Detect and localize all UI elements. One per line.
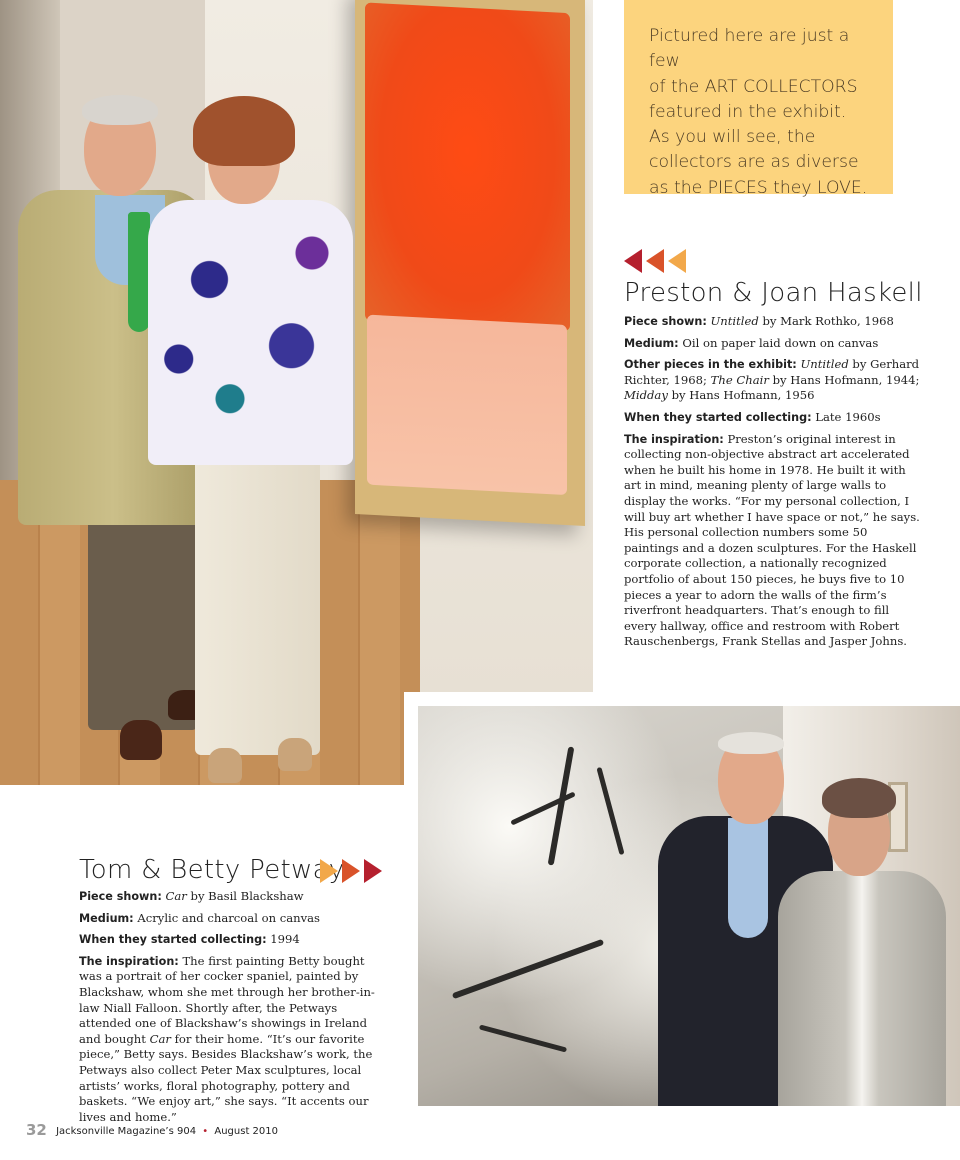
arrow-left-icon: [668, 249, 686, 273]
piece-detail: by Mark Rothko, 1968: [758, 314, 894, 328]
other-title-3: Midday: [624, 388, 668, 403]
inspiration-title: Car: [149, 1031, 171, 1046]
petway-started: [79, 932, 391, 948]
started-label: When they started collecting:: [624, 410, 812, 424]
medium-label: Medium:: [624, 336, 679, 350]
painting-orange-field: [365, 2, 570, 331]
haskell-piece: [624, 314, 924, 330]
medium-value: Acrylic and charcoal on canvas: [137, 910, 321, 925]
piece-label: Piece shown:: [79, 890, 162, 903]
haskell-other-pieces: [624, 357, 924, 404]
other-label: Other pieces in the exhibit:: [624, 358, 797, 372]
other-title-1: Untitled: [800, 357, 849, 372]
haskell-name: Preston & Joan Haskell: [624, 278, 923, 308]
petway-inspiration: [79, 954, 391, 1126]
inspiration-text: Preston’s original interest in collecting non-objective abstract art accelerated when he built his home in 1978. He built it with art in mind, meaning plenty of large walls to display the works. “For my personal collection, I will buy art whether I have space or not,” he says. His personal collection numbers some 50 paintings and a dozen sculptures. For the Haskell corporate collection, a nationally recognized portfolio of about 150 pieces, he buys five to 10 pieces a year to adorn the walls of the firm’s riverfront headquarters. That’s enough to fill every hallway, office and restroom with Robert Rauschenbergs, Frank Stellas and Jasper Johns.: [624, 431, 920, 649]
other-detail-1: by Gerhard Richter, 1968;: [624, 357, 920, 387]
petway-profile: [79, 855, 391, 1125]
inspiration-text-2: for their home. “It’s our favorite piece,” Betty says. Besides Blackshaw’s work, the Petways also collect Peter Max sculptures, local artists’ works, floral photography, pottery and baskets. “We enjoy art,” she says. “It accents our lives and home.”: [79, 1031, 373, 1124]
petway-piece: [79, 889, 391, 905]
haskell-started: [624, 410, 924, 426]
other-title-2: The Chair: [710, 372, 769, 387]
callout-text: Pictured here are just a few of the ART COLLECTORS featured in the exhibit. As you will see, the collectors are as diverse as the PIECES they LOVE.: [649, 26, 868, 198]
haskell-medium: [624, 336, 924, 352]
medium-value: Oil on paper laid down on canvas: [682, 335, 879, 350]
arrow-right-icon: [342, 859, 360, 883]
footer-separator: •: [202, 1126, 209, 1137]
publication-name: Jacksonville Magazine’s 904: [56, 1126, 197, 1137]
inspiration-text-1: The first painting Betty bought was a portrait of her cocker spaniel, painted by Blackshaw, whom she met through her brother-in-law Niall Falloon. Shortly after, the Petways attended one of Blackshaw’s showings in Ireland and bought: [79, 953, 375, 1046]
inspiration-label: The inspiration:: [624, 432, 724, 446]
piece-detail: by Basil Blackshaw: [186, 889, 304, 903]
other-detail-2: by Hans Hofmann, 1944;: [768, 372, 920, 387]
petway-medium: [79, 911, 391, 927]
started-value: 1994: [270, 932, 300, 947]
petway-photo: [418, 706, 960, 1106]
arrow-right-icon: [364, 859, 382, 883]
haskell-profile: [624, 249, 924, 650]
intro-callout: [624, 0, 893, 198]
page-number: 32: [26, 1121, 47, 1139]
piece-title: Untitled: [710, 314, 759, 328]
arrow-left-icon: [646, 249, 664, 273]
rothko-painting: [355, 0, 585, 526]
started-label: When they started collecting:: [79, 933, 267, 947]
inspiration-label: The inspiration:: [79, 954, 179, 968]
petway-name: Tom & Betty Petway: [79, 855, 345, 885]
piece-label: Piece shown:: [624, 315, 707, 328]
haskell-inspiration: [624, 432, 924, 650]
haskell-photo: [0, 0, 593, 785]
right-arrows-icon: [320, 859, 382, 883]
other-detail-3: by Hans Hofmann, 1956: [667, 388, 815, 403]
left-arrows-icon: [624, 249, 686, 273]
issue-date: August 2010: [214, 1126, 278, 1137]
arrow-right-icon: [320, 859, 338, 883]
piece-title: Car: [165, 889, 187, 903]
page-footer: [26, 1121, 278, 1139]
arrow-left-icon: [624, 249, 642, 273]
petway-heading-row: [79, 855, 391, 889]
medium-label: Medium:: [79, 911, 134, 925]
painting-pink-field: [367, 315, 567, 495]
started-value: Late 1960s: [815, 409, 881, 424]
